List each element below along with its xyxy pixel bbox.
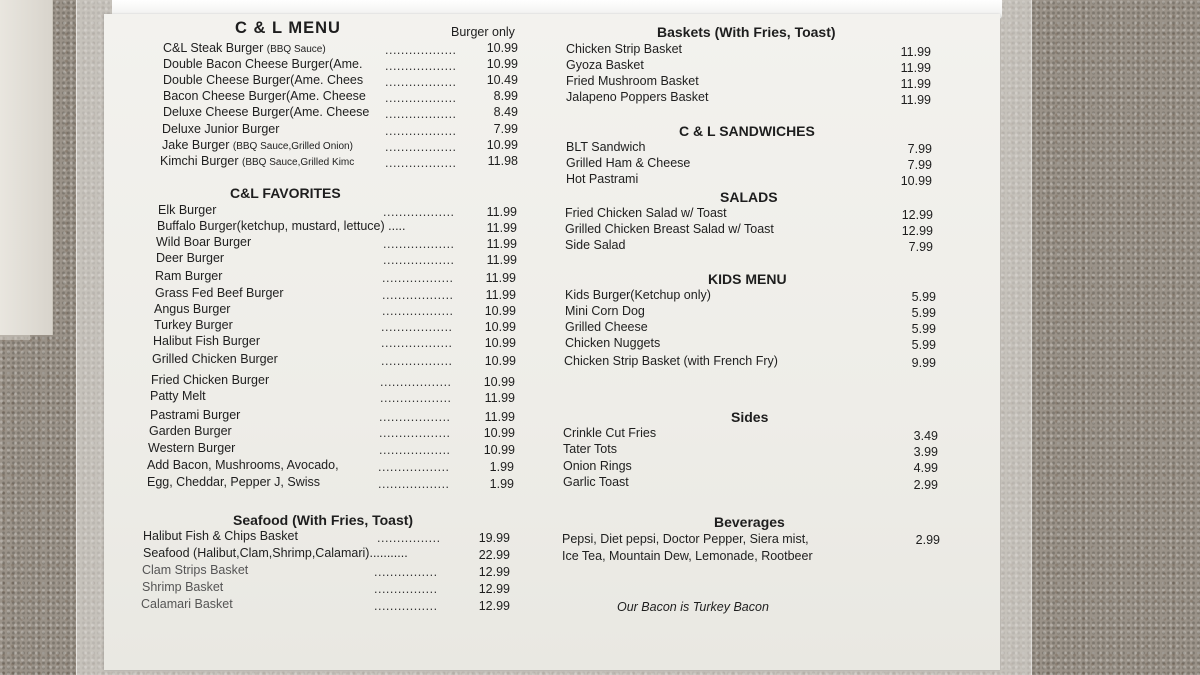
dot-leader: ..................: [379, 426, 451, 440]
menu-item: Mini Corn Dog: [565, 304, 645, 318]
menu-price: 11.99: [484, 391, 515, 405]
section-title: Seafood (With Fries, Toast): [233, 512, 414, 528]
dot-leader: ..................: [378, 477, 450, 491]
menu-item: Double Cheese Burger(Ame. Chees: [163, 73, 364, 87]
menu-price: 7.99: [907, 142, 932, 156]
menu-item: Fried Chicken Salad w/ Toast: [565, 206, 727, 220]
menu-price: 11.99: [486, 237, 517, 251]
menu-price: 5.99: [911, 322, 936, 336]
section-title: Beverages: [714, 514, 785, 530]
price-header: Burger only: [451, 25, 515, 39]
dot-leader: ................: [374, 565, 438, 579]
menu-price: 10.99: [484, 304, 516, 318]
menu-item: Jalapeno Poppers Basket: [566, 90, 709, 104]
side-card: [0, 0, 53, 335]
menu-price: 8.49: [493, 105, 518, 119]
dot-leader: ..................: [385, 156, 457, 170]
menu-price: 12.99: [478, 565, 510, 579]
dot-leader: ..................: [383, 237, 455, 251]
menu-item: Garlic Toast: [563, 475, 629, 489]
menu-item: BLT Sandwich: [566, 140, 646, 154]
menu-item: Clam Strips Basket: [142, 563, 249, 577]
menu-price: 5.99: [911, 306, 936, 320]
menu-price: 12.99: [901, 224, 933, 238]
menu-item: Wild Boar Burger: [156, 235, 252, 249]
menu-item: Side Salad: [565, 238, 626, 252]
menu-price: 3.49: [913, 429, 938, 443]
menu-price: 5.99: [911, 290, 936, 304]
menu-item: Chicken Nuggets: [565, 336, 661, 350]
menu-price: 8.99: [493, 89, 518, 103]
menu-item: Grilled Chicken Burger: [152, 352, 278, 366]
menu-item: Turkey Burger: [154, 318, 233, 332]
menu-price: 2.99: [915, 533, 940, 547]
menu-price: 4.99: [913, 461, 938, 475]
menu-price: 2.99: [913, 478, 938, 492]
menu-price: 10.99: [484, 320, 516, 334]
menu-item: Seafood (Halibut,Clam,Shrimp,Calamari)...........: [143, 546, 408, 560]
menu-item: Add Bacon, Mushrooms, Avocado,: [147, 458, 339, 472]
menu-price: 11.99: [900, 45, 931, 59]
menu-item: Deer Burger: [156, 251, 225, 265]
menu-item: Shrimp Basket: [142, 580, 224, 594]
menu-item: Deluxe Junior Burger: [162, 122, 280, 136]
dot-leader: ..................: [381, 320, 453, 334]
dot-leader: ..................: [382, 271, 454, 285]
dot-leader: ..................: [385, 91, 457, 105]
dot-leader: ..................: [383, 205, 455, 219]
menu-price: 11.99: [485, 271, 516, 285]
dot-leader: ..................: [385, 124, 457, 138]
menu-item: Chicken Strip Basket: [566, 42, 683, 56]
menu-item: Ram Burger: [155, 269, 223, 283]
menu-price: 11.99: [484, 410, 515, 424]
menu-item: Deluxe Cheese Burger(Ame. Cheese: [163, 105, 370, 119]
menu-price: 9.99: [911, 356, 936, 370]
menu-item: Grilled Ham & Cheese: [566, 156, 691, 170]
menu-item: Fried Chicken Burger: [151, 373, 270, 387]
menu-item: Gyoza Basket: [566, 58, 644, 72]
menu-item: Fried Mushroom Basket: [566, 74, 699, 88]
beverages-line: Ice Tea, Mountain Dew, Lemonade, Rootbeer: [562, 549, 813, 563]
menu-item: Elk Burger: [158, 203, 217, 217]
footnote: Our Bacon is Turkey Bacon: [617, 600, 769, 614]
dot-leader: ..................: [382, 304, 454, 318]
menu-item: Garden Burger: [149, 424, 232, 438]
menu-price: 10.99: [486, 57, 518, 71]
menu-item: Jake Burger (BBQ Sauce,Grilled Onion): [162, 138, 353, 152]
menu-price: 5.99: [911, 338, 936, 352]
dot-leader: ................: [374, 582, 438, 596]
menu-price: 7.99: [907, 158, 932, 172]
menu-price: 10.99: [486, 138, 518, 152]
dot-leader: ..................: [385, 43, 457, 57]
dot-leader: ..................: [383, 253, 455, 267]
menu-item: C&L Steak Burger (BBQ Sauce): [163, 41, 326, 55]
menu-item: Pastrami Burger: [150, 408, 241, 422]
menu-item: Grass Fed Beef Burger: [155, 286, 284, 300]
menu-price: 1.99: [489, 477, 514, 491]
section-title: Baskets (With Fries, Toast): [657, 24, 836, 40]
dot-leader: ..................: [381, 336, 453, 350]
menu-price: 11.99: [900, 93, 931, 107]
menu-price: 3.99: [913, 445, 938, 459]
menu-price: 10.99: [486, 41, 518, 55]
dot-leader: ................: [377, 531, 441, 545]
menu-price: 7.99: [908, 240, 933, 254]
menu-price: 10.99: [483, 375, 515, 389]
menu-price: 11.98: [487, 154, 518, 168]
menu-item: Western Burger: [148, 441, 236, 455]
menu-item: Double Bacon Cheese Burger(Ame.: [163, 57, 363, 71]
menu-item: Bacon Cheese Burger(Ame. Cheese: [163, 89, 366, 103]
dot-leader: ..................: [380, 375, 452, 389]
menu-sheet: [104, 14, 1000, 670]
menu-price: 11.99: [485, 288, 516, 302]
menu-price: 10.99: [484, 336, 516, 350]
menu-price: 11.99: [486, 205, 517, 219]
menu-item: Halibut Fish Burger: [153, 334, 260, 348]
menu-item: Crinkle Cut Fries: [563, 426, 657, 440]
dot-leader: ..................: [385, 140, 457, 154]
dot-leader: ..................: [385, 75, 457, 89]
section-title: C & L SANDWICHES: [679, 123, 815, 139]
menu-item: Halibut Fish & Chips Basket: [143, 529, 298, 543]
menu-item: Calamari Basket: [141, 597, 233, 611]
dot-leader: ..................: [380, 391, 452, 405]
beverages-line: Pepsi, Diet pepsi, Doctor Pepper, Siera mist,: [562, 532, 809, 546]
dot-leader: ................: [374, 599, 438, 613]
menu-price: 10.99: [484, 354, 516, 368]
menu-price: 11.99: [900, 61, 931, 75]
menu-price: 10.49: [486, 73, 518, 87]
dot-leader: ..................: [381, 354, 453, 368]
menu-price: 7.99: [493, 122, 518, 136]
menu-price: 12.99: [901, 208, 933, 222]
menu-item: Hot Pastrami: [566, 172, 639, 186]
menu-item: Tater Tots: [563, 442, 617, 456]
dot-leader: ..................: [385, 107, 457, 121]
section-title: SALADS: [720, 189, 778, 205]
dot-leader: ..................: [379, 410, 451, 424]
menu-price: 10.99: [483, 443, 515, 457]
menu-price: 12.99: [478, 582, 510, 596]
menu-title: C & L MENU: [235, 19, 341, 37]
menu-price: 11.99: [486, 221, 517, 235]
menu-item: Onion Rings: [563, 459, 632, 473]
menu-price: 10.99: [483, 426, 515, 440]
menu-price: 19.99: [478, 531, 510, 545]
menu-price: 11.99: [486, 253, 517, 267]
menu-item: Kids Burger(Ketchup only): [565, 288, 711, 302]
menu-item: Chicken Strip Basket (with French Fry): [564, 354, 778, 368]
section-title: Sides: [731, 409, 769, 425]
menu-price: 11.99: [900, 77, 931, 91]
menu-price: 22.99: [478, 548, 510, 562]
menu-item: Egg, Cheddar, Pepper J, Swiss: [147, 475, 321, 489]
menu-item: Grilled Chicken Breast Salad w/ Toast: [565, 222, 774, 236]
dot-leader: ..................: [379, 443, 451, 457]
dot-leader: ..................: [382, 288, 454, 302]
menu-item: Buffalo Burger(ketchup, mustard, lettuce) .....: [157, 219, 406, 233]
dot-leader: ..................: [385, 59, 457, 73]
menu-item: Angus Burger: [154, 302, 231, 316]
dot-leader: ..................: [378, 460, 450, 474]
menu-price: 10.99: [900, 174, 932, 188]
menu-price: 12.99: [478, 599, 510, 613]
menu-item: Patty Melt: [150, 389, 206, 403]
menu-item: Grilled Cheese: [565, 320, 648, 334]
menu-price: 1.99: [489, 460, 514, 474]
section-title: KIDS MENU: [708, 271, 787, 287]
section-title: C&L FAVORITES: [230, 185, 341, 201]
menu-item: Kimchi Burger (BBQ Sauce,Grilled Kimc: [160, 154, 355, 168]
